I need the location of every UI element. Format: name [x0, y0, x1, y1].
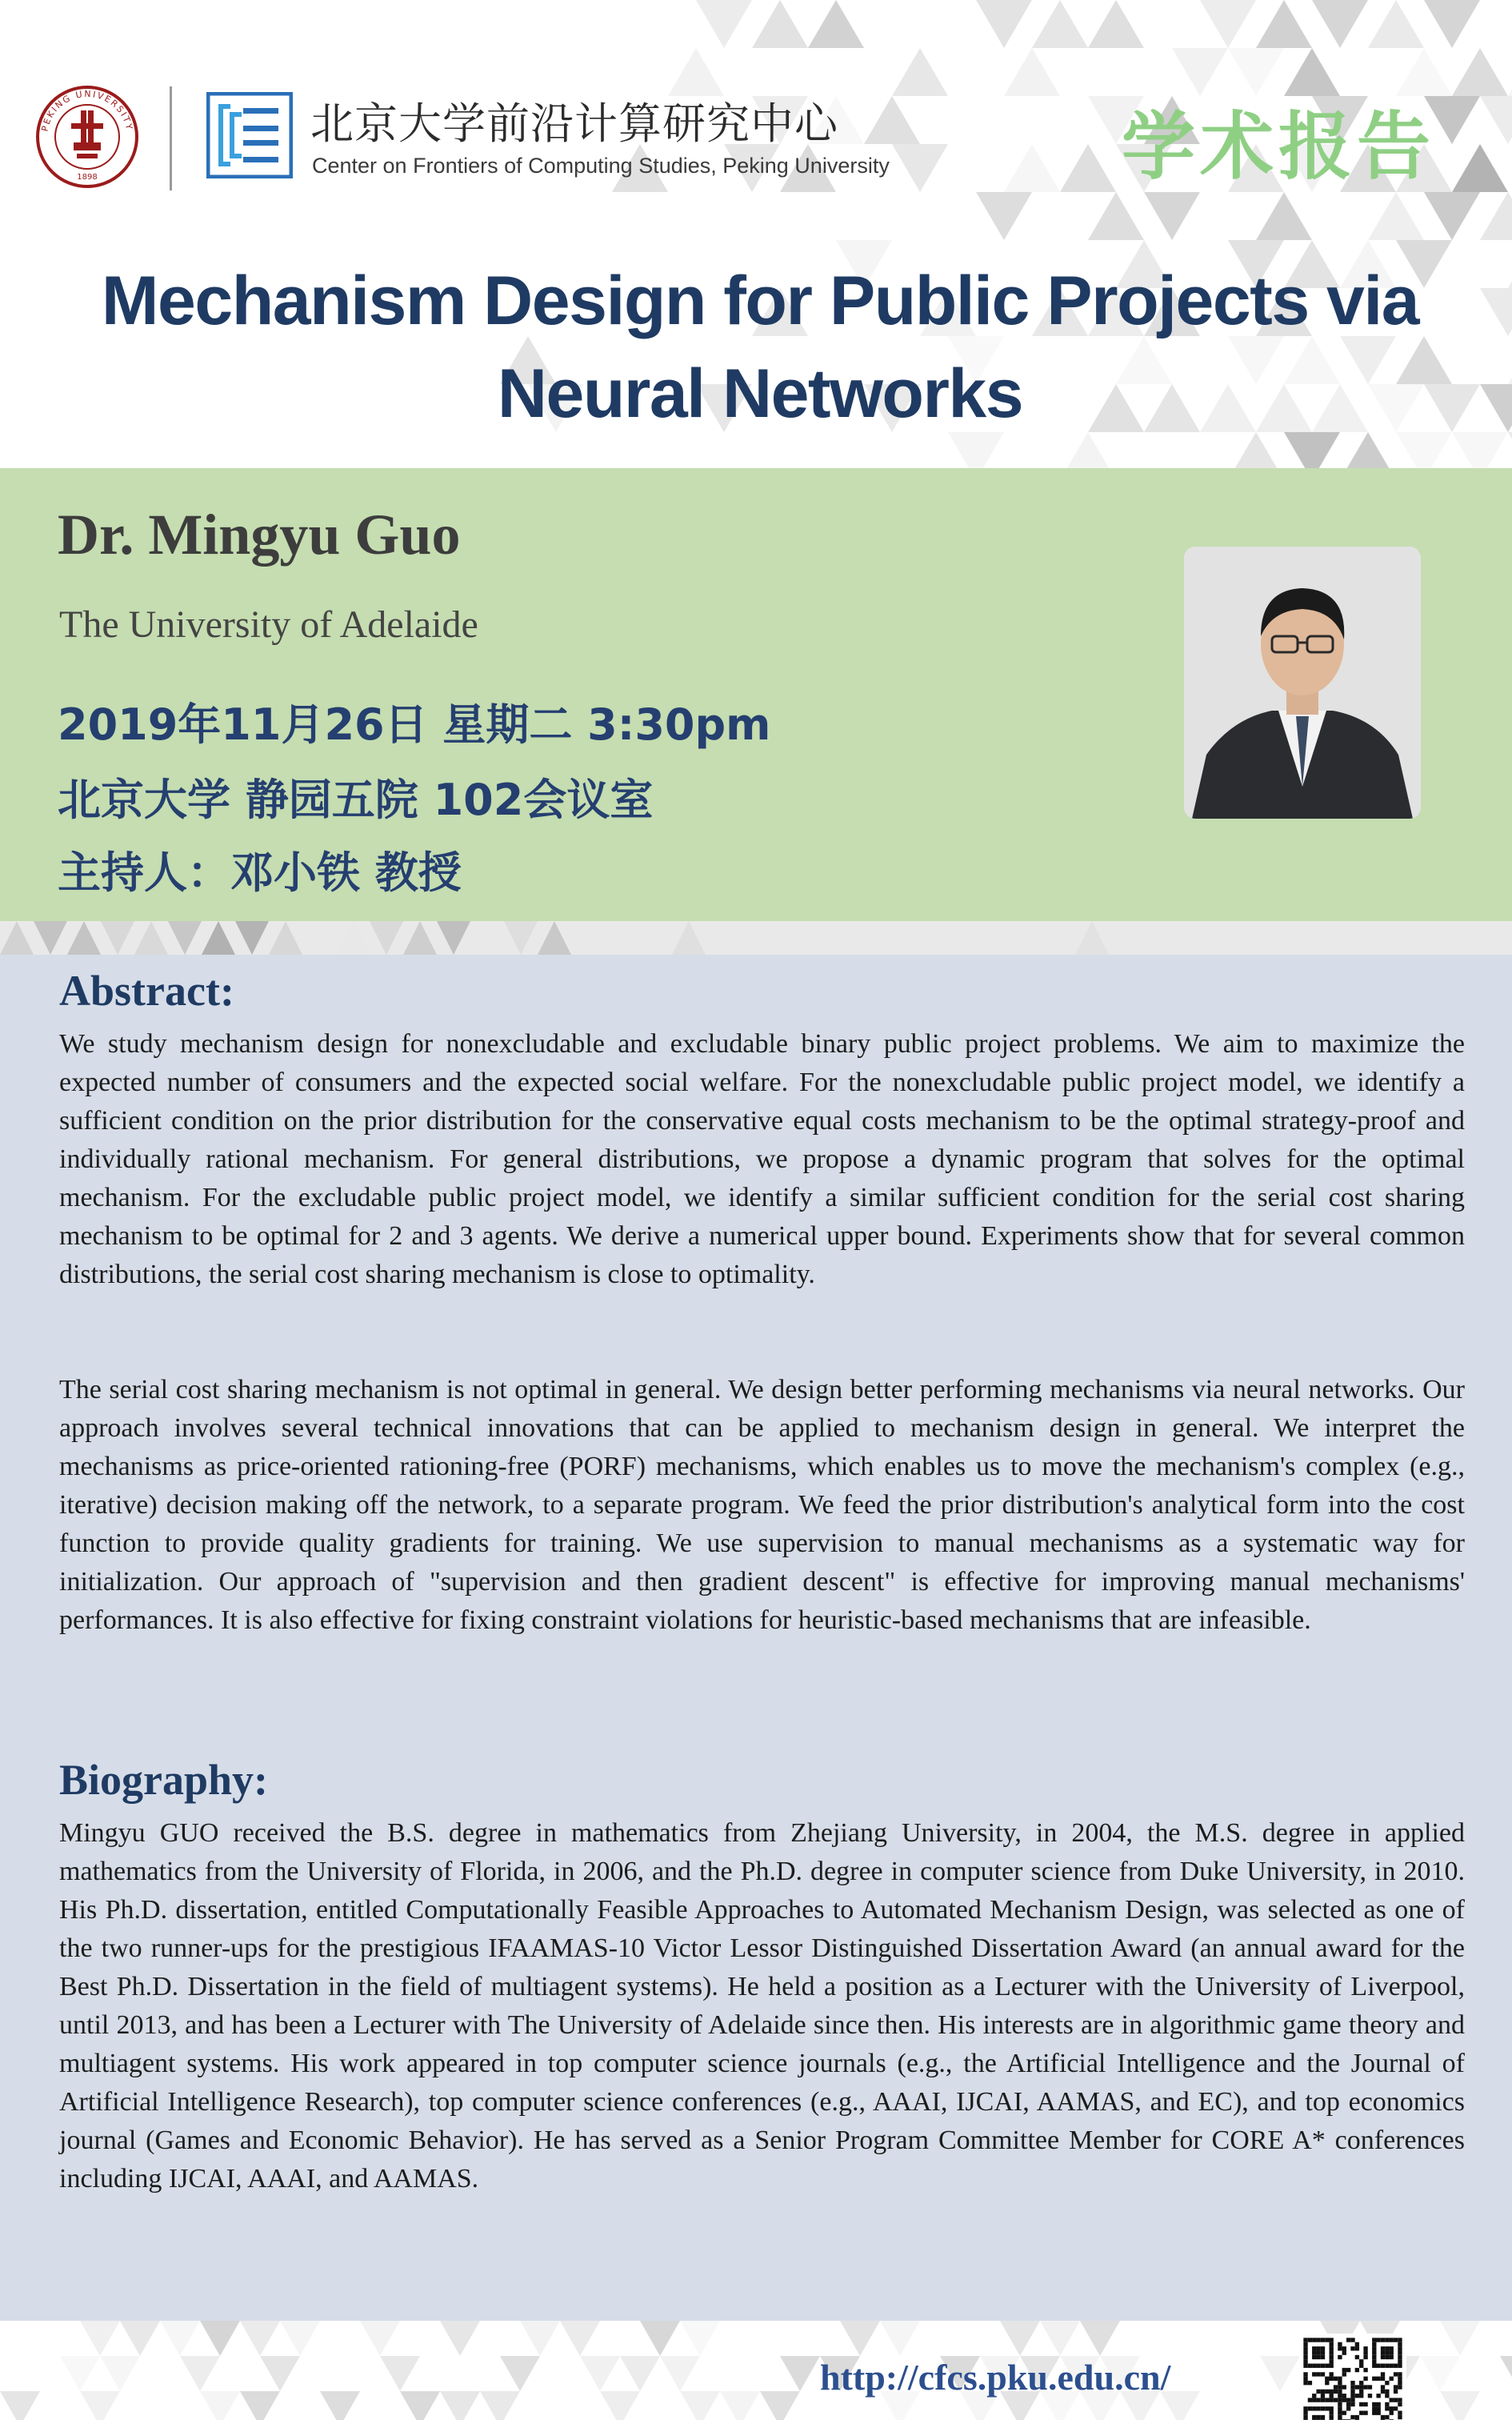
content-panel — [0, 955, 1512, 2321]
divider-pattern-strip — [0, 921, 1512, 955]
peking-university-seal-icon — [35, 85, 139, 189]
abstract-paragraph-2: The serial cost sharing mechanism is not optimal in general. We design better performing mechanisms via neural networks. Our approach involves several technical innovations that can be applied to mechanism design in general. We interpret the mechanisms as price-oriented rationing-free (PORF) mechanisms, which enables us to move the mechanism's complex (e.g., iterative) decision making off the network, to a separate program. We feed the prior distribution's analytical form into the cost function to provide quality gradients for training. We use supervision to manual mechanisms as a systematic way for initialization. Our approach of "supervision and then gradient descent" is effective for improving manual mechanisms' performances. It is also effective for fixing constraint violations for heuristic-based mechanisms that are infeasible. — [59, 1375, 1465, 1635]
website-link[interactable]: http://cfcs.pku.edu.cn/ — [820, 2357, 1171, 2398]
footer — [0, 2321, 1512, 2420]
org-name-cn: 北京大学前沿计算研究中心 — [310, 98, 838, 149]
cfcs-logo-icon — [206, 92, 293, 178]
biography-heading: Biography: — [59, 1756, 269, 1804]
speaker-affiliation: The University of Adelaide — [59, 603, 478, 646]
org-name-en: Center on Frontiers of Computing Studies, Peking University — [312, 154, 890, 178]
talk-title — [56, 254, 1464, 440]
report-tag: 学术报告 — [1122, 104, 1436, 190]
header-divider — [170, 86, 172, 190]
talk-title-line2: Neural Networks — [497, 355, 1023, 432]
talk-title-line1: Mechanism Design for Public Projects via — [101, 262, 1419, 339]
speaker-band — [0, 468, 1512, 921]
event-host: 主持人：邓小铁 教授 — [58, 847, 462, 898]
qr-code-icon[interactable] — [1299, 2334, 1406, 2420]
event-venue: 北京大学 静园五院 102会议室 — [58, 775, 654, 825]
triangle-pattern-strip — [0, 921, 1512, 955]
seal-year: 1898 — [77, 173, 98, 182]
svg-text:PEKING UNIVERSITY: PEKING UNIVERSITY — [39, 88, 135, 133]
speaker-photo — [1184, 547, 1421, 819]
biography-paragraph: Mingyu GUO received the B.S. degree in mathematics from Zhejiang University, in 2004, the M.S. degree in applied mathematics from the University of Florida, in 2006, and the Ph.D. degree in computer science from Duke University, in 2010. His Ph.D. dissertation, entitled Computationally Feasible Approaches to Automated Mechanism Design, was selected as one of the two runner-ups for the prestigious IFAAMAS-10 Victor Lessor Distinguished Dissertation Award (an annual award for the Best Ph.D. Dissertation in the field of multiagent systems). He held a position as a Lecturer with the University of Liverpool, until 2013, and has been a Lecturer with The University of Adelaide since then. His interests are in algorithmic game theory and multiagent systems. His work appeared in top computer science journals (e.g., the Artificial Intelligence and the Journal of Artificial Intelligence Research), top computer science conferences (e.g., AAAI, IJCAI, AAMAS, and EC), and top economics journal (Games and Economic Behavior). He has served as a Senior Program Committee Member for CORE A* conferences including IJCAI, AAAI, and AAMAS. — [59, 1818, 1465, 2194]
footer-triangle-pattern — [0, 2321, 1512, 2420]
speaker-name: Dr. Mingyu Guo — [58, 503, 461, 567]
event-time: 2019年11月26日 星期二 3:30pm — [58, 699, 771, 750]
abstract-paragraph-1: We study mechanism design for nonexcludable and excludable binary public project problems. We aim to maximize the expected number of consumers and the expected social welfare. For the nonexcludable public project model, we identify a sufficient condition on the prior distribution for the conservative equal costs mechanism to be the optimal strategy-proof and individually rational mechanism. For general distributions, we propose a dynamic program that solves for the optimal mechanism. For the excludable public project model, we identify a similar sufficient condition for the serial cost sharing mechanism to be optimal for 2 and 3 agents. We derive a numerical upper bound. Experiments show that for several common distributions, the serial cost sharing mechanism is close to optimality. — [59, 1029, 1465, 1289]
header — [0, 0, 1512, 468]
abstract-heading: Abstract: — [59, 967, 234, 1015]
